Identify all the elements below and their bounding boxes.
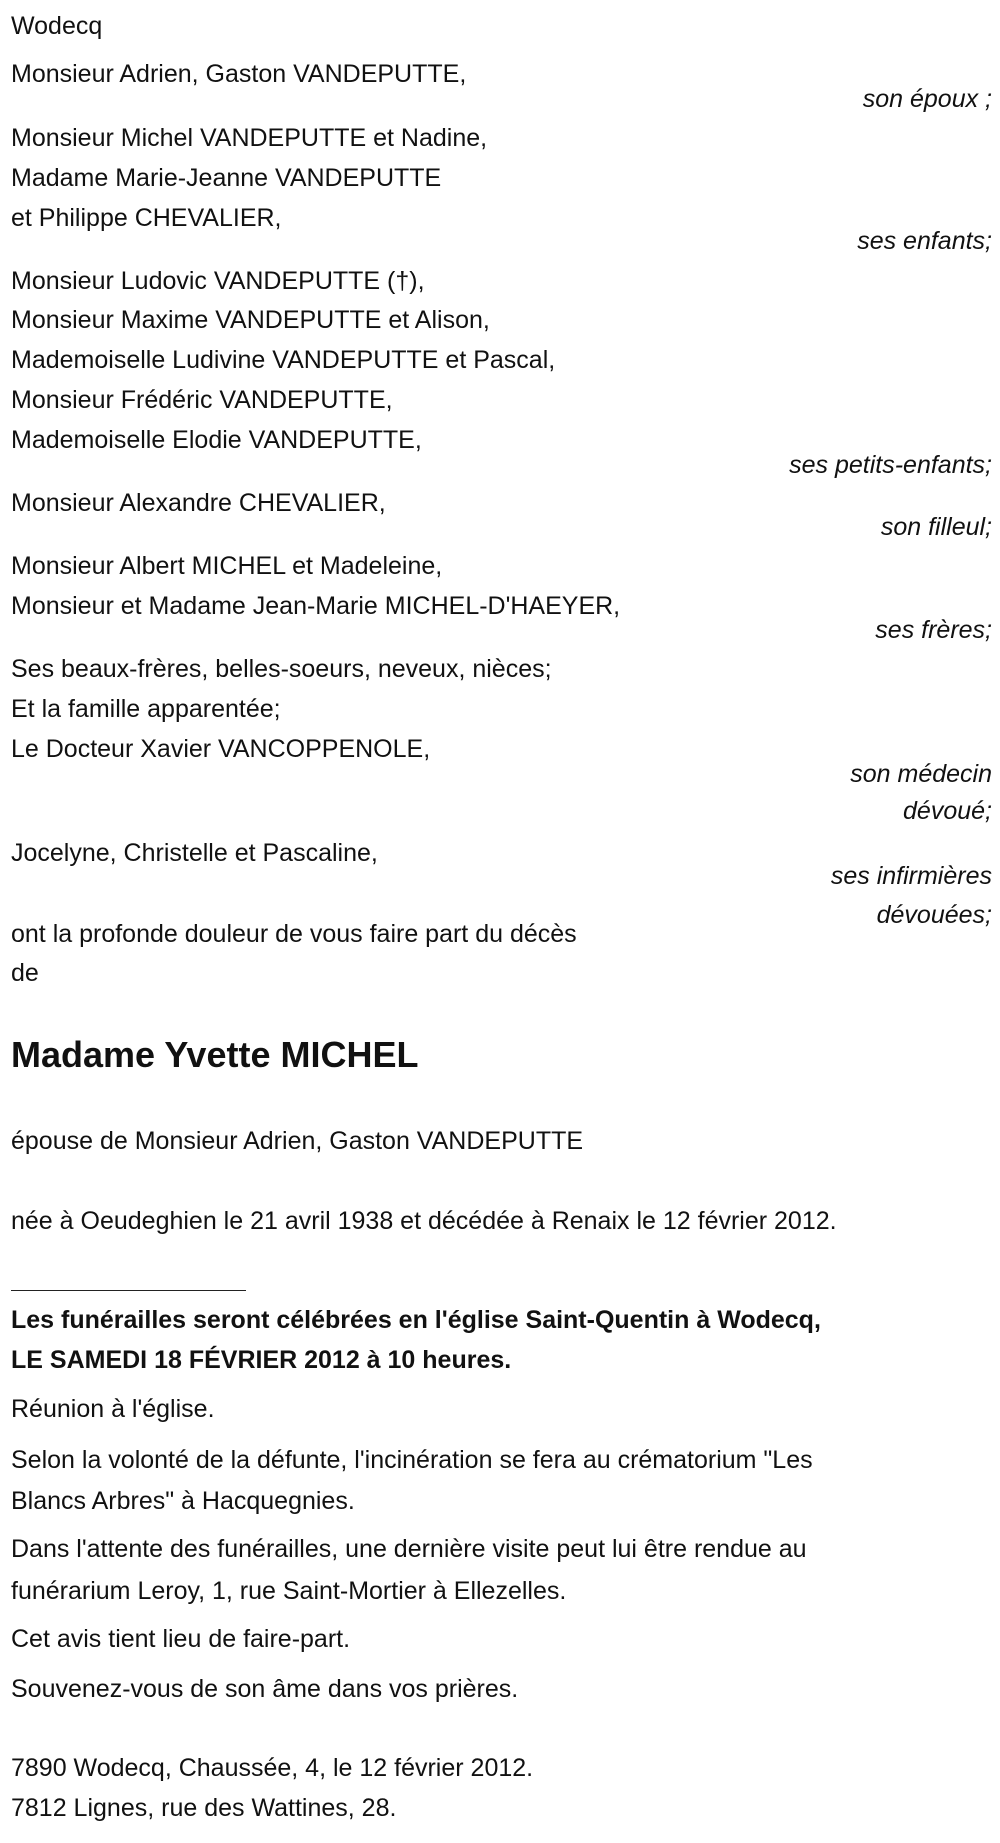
- relation-label: son époux ;: [862, 85, 992, 113]
- family-line: Monsieur Adrien, Gaston VANDEPUTTE,: [11, 60, 467, 88]
- reunion-note: Réunion à l'église.: [11, 1395, 215, 1423]
- prayer-note: Souvenez-vous de son âme dans vos prières.: [11, 1675, 519, 1703]
- announcement-line: de: [11, 959, 39, 987]
- address-line: 7890 Wodecq, Chaussée, 4, le 12 février 2012.: [11, 1754, 534, 1782]
- family-line: Monsieur Ludovic VANDEPUTTE (†),: [11, 267, 425, 295]
- divider: [11, 1290, 246, 1291]
- family-line: Ses beaux-frères, belles-soeurs, neveux, nièces;: [11, 655, 552, 683]
- family-line: Mademoiselle Elodie VANDEPUTTE,: [11, 426, 422, 454]
- cremation-note: Selon la volonté de la défunte, l'incinération se fera au crématorium "Les: [11, 1446, 813, 1474]
- cremation-note: Blancs Arbres" à Hacquegnies.: [11, 1487, 355, 1515]
- relation-label: ses enfants;: [857, 227, 992, 255]
- family-line: Le Docteur Xavier VANCOPPENOLE,: [11, 735, 431, 763]
- family-line: et Philippe CHEVALIER,: [11, 204, 282, 232]
- spouse-line: épouse de Monsieur Adrien, Gaston VANDEPUTTE: [11, 1127, 584, 1155]
- notice-note: Cet avis tient lieu de faire-part.: [11, 1625, 351, 1653]
- family-line: Monsieur Michel VANDEPUTTE et Nadine,: [11, 124, 488, 152]
- family-line: Monsieur Albert MICHEL et Madeleine,: [11, 552, 443, 580]
- family-line: Jocelyne, Christelle et Pascaline,: [11, 839, 378, 867]
- relation-label: ses petits-enfants;: [789, 451, 992, 479]
- relation-label: son médecin: [850, 760, 992, 788]
- family-line: Monsieur Alexandre CHEVALIER,: [11, 489, 386, 517]
- family-line: Monsieur et Madame Jean-Marie MICHEL-D'HAEYER,: [11, 592, 621, 620]
- relation-label: ses frères;: [875, 616, 992, 644]
- family-line: Madame Marie-Jeanne VANDEPUTTE: [11, 164, 442, 192]
- announcement-line: ont la profonde douleur de vous faire part du décès: [11, 920, 577, 948]
- visit-note: funérarium Leroy, 1, rue Saint-Mortier à Ellezelles.: [11, 1577, 567, 1605]
- family-line: Et la famille apparentée;: [11, 695, 281, 723]
- family-line: Monsieur Maxime VANDEPUTTE et Alison,: [11, 306, 490, 334]
- family-line: Mademoiselle Ludivine VANDEPUTTE et Pascal,: [11, 346, 556, 374]
- funeral-line: LE SAMEDI 18 FÉVRIER 2012 à 10 heures.: [11, 1346, 512, 1374]
- relation-label: ses infirmières: [830, 862, 992, 890]
- family-line: Monsieur Frédéric VANDEPUTTE,: [11, 386, 393, 414]
- relation-label: dévoué;: [903, 797, 992, 825]
- deceased-name: Madame Yvette MICHEL: [11, 1034, 419, 1075]
- address-line: 7812 Lignes, rue des Wattines, 28.: [11, 1794, 397, 1822]
- birth-death-line: née à Oeudeghien le 21 avril 1938 et décédée à Renaix le 12 février 2012.: [11, 1207, 837, 1235]
- relation-label: dévouées;: [876, 901, 992, 929]
- relation-label: son filleul;: [880, 513, 992, 541]
- place: Wodecq: [11, 12, 103, 40]
- visit-note: Dans l'attente des funérailles, une dernière visite peut lui être rendue au: [11, 1535, 807, 1563]
- funeral-line: Les funérailles seront célébrées en l'église Saint-Quentin à Wodecq,: [11, 1306, 821, 1334]
